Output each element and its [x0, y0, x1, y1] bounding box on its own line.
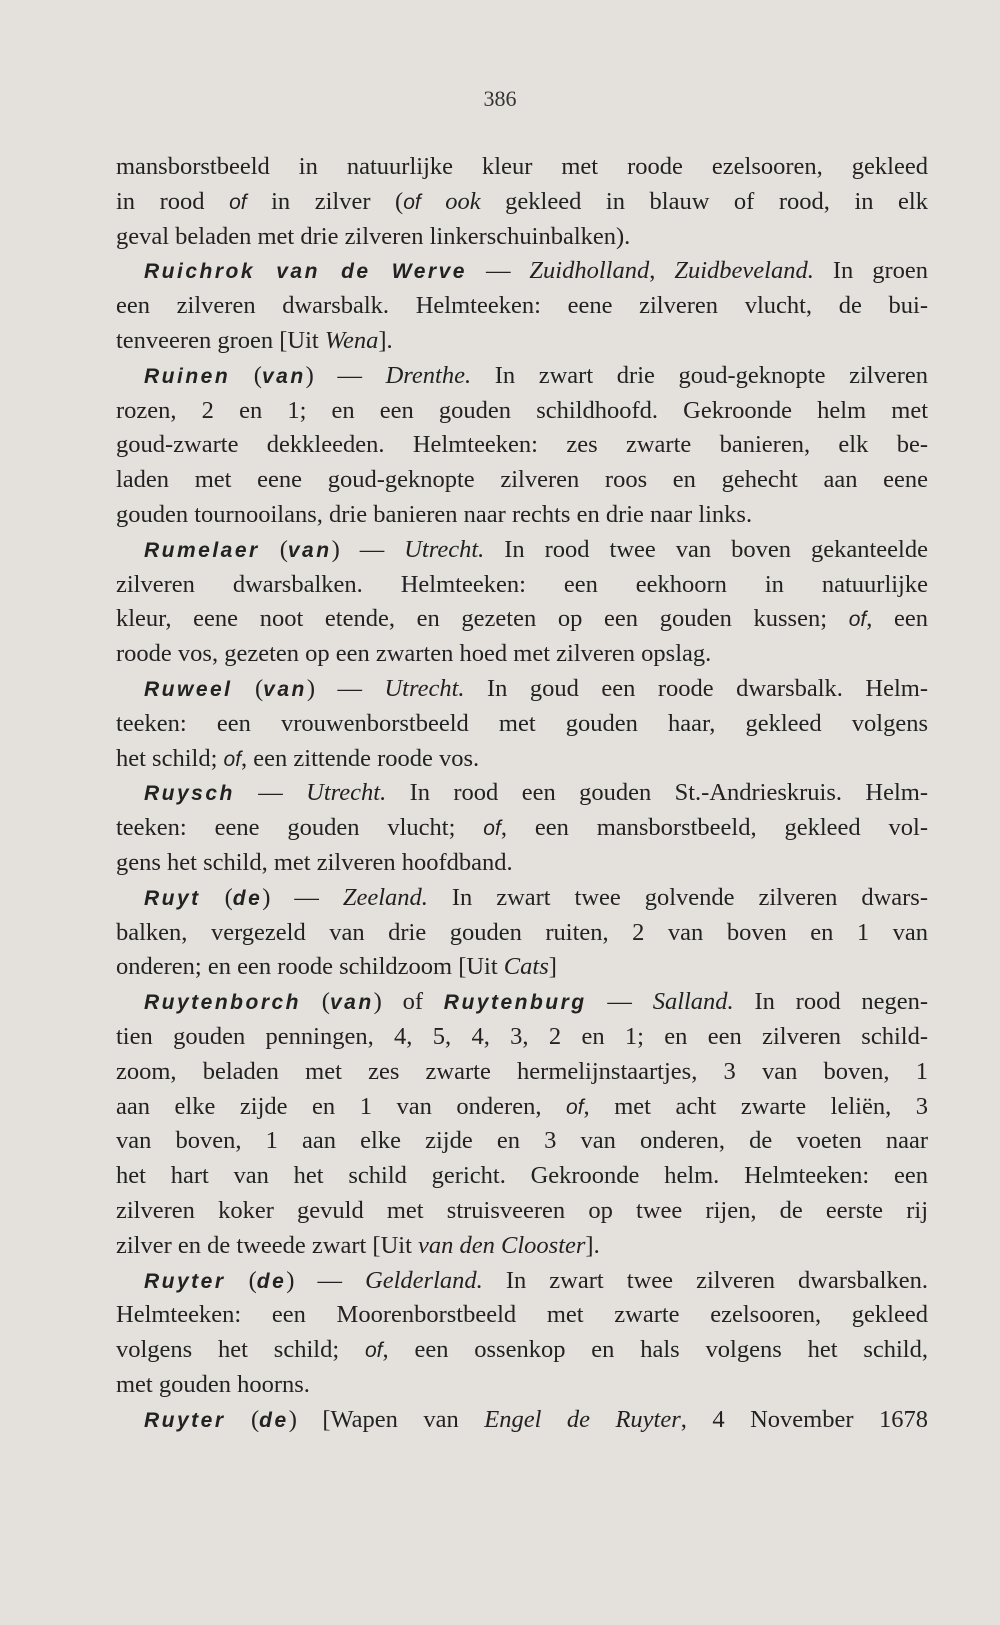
- text-segment: tien gouden penningen, 4, 5, 4, 3, 2 en 1; en een zilveren schild-: [116, 1022, 928, 1050]
- text-segment: ) —: [286, 1266, 366, 1294]
- text-line: [116, 881, 928, 916]
- text-line: [116, 359, 928, 394]
- text-line: [116, 916, 928, 951]
- text-segment: [421, 188, 446, 215]
- text-segment: (: [230, 361, 262, 389]
- text-segment: , 4 November 1678: [680, 1405, 928, 1433]
- text-segment: ) —: [331, 535, 405, 563]
- text-segment: rozen, 2 en 1; en een gouden schildhoofd. Gekroonde helm met: [116, 396, 928, 424]
- italic-word: of: [223, 747, 242, 771]
- text-line: [116, 254, 928, 289]
- text-segment: ) —: [262, 883, 343, 911]
- text-line: [116, 1055, 928, 1090]
- entry-name: Ruinen: [144, 364, 231, 388]
- text-line: [116, 1403, 928, 1438]
- text-segment: , een: [866, 605, 928, 633]
- text-segment: tenveeren groen [Uit: [116, 326, 325, 354]
- entry-name: Ruyter: [144, 1269, 226, 1293]
- body-text: [116, 150, 928, 1437]
- text-line: [116, 533, 928, 568]
- entry-name: van: [261, 364, 306, 388]
- text-segment: het schild;: [116, 744, 224, 772]
- entry-name: Ruichrok van de Werve: [144, 260, 467, 284]
- text-segment: zilver en de tweede zwart [Uit: [116, 1231, 419, 1259]
- text-segment: ].: [378, 326, 393, 354]
- italic-text: Zuidbeveland.: [674, 257, 814, 285]
- text-segment: gekleed in blauw of rood, in elk: [480, 187, 928, 215]
- italic-word: of: [848, 608, 867, 632]
- text-segment: een zilveren dwarsbalk. Helmteeken: eene zilveren vlucht, de bui-: [116, 292, 928, 320]
- entry-name: Ruyt: [144, 886, 201, 910]
- text-segment: teeken: een vrouwenborstbeeld met gouden haar, gekleed volgens: [116, 709, 928, 737]
- text-segment: mansborstbeeld in natuurlijke kleur met roode ezelsooren, gekleed: [116, 153, 928, 180]
- text-segment: ].: [585, 1231, 600, 1259]
- italic-word: of: [364, 1339, 383, 1363]
- text-line: [116, 637, 928, 672]
- text-segment: In rood negen-: [733, 988, 928, 1016]
- entry-name: Ruytenborch: [144, 991, 302, 1015]
- text-segment: geval beladen met drie zilveren linkerschuinbalken).: [116, 222, 631, 250]
- text-segment: gouden tournooilans, drie banieren naar rechts en drie naar links.: [116, 500, 753, 528]
- text-line: [116, 394, 928, 429]
- text-line: [116, 1368, 928, 1403]
- text-line: [116, 428, 928, 463]
- text-segment: teeken: eene gouden vlucht;: [116, 814, 484, 842]
- text-line: [116, 742, 928, 777]
- italic-text: Cats: [503, 953, 549, 981]
- text-segment: balken, vergezeld van drie gouden ruiten, 2 van boven en 1 van: [116, 918, 928, 946]
- text-segment: het hart van het schild gericht. Gekroonde helm. Helmteeken: een: [116, 1162, 928, 1190]
- text-segment: , een ossenkop en hals volgens het schild,: [382, 1336, 928, 1364]
- text-line: [116, 1264, 928, 1299]
- text-line: [116, 1333, 928, 1368]
- text-line: [116, 1194, 928, 1229]
- text-line: [116, 950, 928, 985]
- italic-text: Zuidholland: [529, 257, 650, 285]
- italic-text: Engel de Ruyter: [484, 1405, 681, 1433]
- entry-name: de: [259, 1408, 289, 1432]
- entry-name: Ruweel: [144, 677, 233, 701]
- text-segment: onderen; en een roode schildzoom [Uit: [116, 953, 504, 981]
- text-segment: —: [234, 779, 307, 807]
- text-line: [116, 985, 928, 1020]
- text-segment: (: [232, 674, 264, 702]
- text-segment: zoom, beladen met zes zwarte hermelijnstaartjes, 3 van boven, 1: [116, 1057, 928, 1085]
- italic-text: Gelderland.: [365, 1266, 483, 1294]
- text-line: [116, 185, 928, 220]
- text-segment: goud-zwarte dekkleeden. Helmteeken: zes zwarte banieren, elk be-: [116, 431, 928, 459]
- entry-name: Ruysch: [144, 782, 235, 806]
- italic-word: of: [403, 190, 421, 214]
- text-segment: (: [301, 988, 330, 1016]
- text-segment: In groen: [813, 257, 928, 285]
- text-line: [116, 707, 928, 742]
- italic-text: Utrecht.: [306, 779, 387, 807]
- text-segment: (: [225, 1266, 257, 1294]
- text-segment: ) —: [305, 361, 386, 389]
- italic-text: Zeeland.: [342, 883, 428, 911]
- text-line: [116, 602, 928, 637]
- text-line: [116, 220, 928, 255]
- text-line: [116, 568, 928, 603]
- text-segment: —: [466, 257, 530, 285]
- text-line: [116, 1090, 928, 1125]
- text-segment: in rood: [116, 187, 230, 215]
- entry-name: Ruytenburg: [443, 991, 587, 1015]
- text-segment: Helmteeken: een Moorenborstbeeld met zwarte ezelsooren, gekleed: [116, 1301, 928, 1329]
- text-segment: roode vos, gezeten op een zwarten hoed met zilveren opslag.: [116, 640, 712, 668]
- text-line: [116, 1124, 928, 1159]
- entry-name: de: [256, 1269, 287, 1293]
- text-line: [116, 811, 928, 846]
- text-line: [116, 463, 928, 498]
- italic-text: Utrecht.: [404, 535, 485, 563]
- italic-text: Drenthe.: [385, 361, 472, 389]
- entry-name: van: [287, 538, 332, 562]
- text-segment: , een zittende roode vos.: [241, 744, 480, 772]
- text-segment: (: [200, 883, 233, 911]
- text-segment: aan elke zijde en 1 van onderen,: [116, 1092, 567, 1120]
- text-segment: kleur, eene noot etende, en gezeten op een gouden kussen;: [116, 605, 849, 633]
- text-segment: , een mansborstbeeld, gekleed vol-: [500, 814, 928, 842]
- text-segment: in zilver (: [246, 187, 404, 215]
- text-line: [116, 1020, 928, 1055]
- entry-name: van: [263, 677, 307, 701]
- text-segment: gens het schild, met zilveren hoofdband.: [116, 848, 513, 876]
- text-segment: met gouden hoorns.: [116, 1370, 310, 1398]
- page-number: 386: [483, 86, 517, 111]
- text-segment: In goud een roode dwarsbalk. Helm-: [464, 674, 928, 702]
- italic-word: of: [483, 817, 501, 841]
- text-line: [116, 150, 928, 185]
- entry-name: Ruyter: [144, 1408, 226, 1432]
- text-line: [116, 776, 928, 811]
- italic-text: van den Clooster: [418, 1231, 586, 1259]
- text-segment: (: [225, 1405, 260, 1433]
- text-segment: ) [Wapen van: [288, 1405, 485, 1433]
- text-line: [116, 324, 928, 359]
- entry-name: de: [232, 886, 263, 910]
- text-segment: , met acht zwarte leliën, 3: [583, 1092, 928, 1120]
- italic-text: ook: [445, 187, 481, 215]
- text-line: [116, 1159, 928, 1194]
- italic-text: Salland.: [652, 988, 734, 1016]
- text-segment: ]: [548, 953, 557, 981]
- text-line: [116, 672, 928, 707]
- text-segment: In rood twee van boven gekanteelde: [484, 535, 928, 563]
- text-line: [116, 498, 928, 533]
- italic-text: Wena: [324, 326, 379, 354]
- text-segment: In zwart twee zilveren dwarsbalken.: [482, 1266, 928, 1294]
- text-segment: (: [259, 535, 288, 563]
- text-segment: zilveren koker gevuld met struisveeren op twee rijen, de eerste rij: [116, 1196, 928, 1224]
- text-segment: —: [586, 988, 653, 1016]
- text-segment: In rood een gouden St.-Andrieskruis. Helm-: [386, 779, 928, 807]
- text-segment: ) —: [306, 674, 385, 702]
- text-segment: ) of: [373, 988, 444, 1016]
- text-segment: van boven, 1 aan elke zijde en 3 van onderen, de voeten naar: [116, 1127, 928, 1155]
- italic-text: Utrecht.: [384, 674, 465, 702]
- text-segment: zilveren dwarsbalken. Helmteeken: een eekhoorn in natuurlijke: [116, 570, 928, 598]
- italic-word: of: [566, 1095, 584, 1119]
- entry-name: Rumelaer: [144, 538, 260, 562]
- text-segment: volgens het schild;: [116, 1336, 365, 1364]
- text-line: [116, 1229, 928, 1264]
- text-segment: ,: [649, 257, 675, 285]
- text-line: [116, 846, 928, 881]
- entry-name: van: [329, 991, 374, 1015]
- text-segment: In zwart drie goud-geknopte zilveren: [471, 361, 928, 389]
- text-segment: In zwart twee golvende zilveren dwars-: [427, 883, 928, 911]
- italic-word: of: [229, 190, 247, 214]
- text-line: [116, 1298, 928, 1333]
- text-line: [116, 289, 928, 324]
- text-segment: laden met eene goud-geknopte zilveren roos en gehecht aan eene: [116, 466, 928, 494]
